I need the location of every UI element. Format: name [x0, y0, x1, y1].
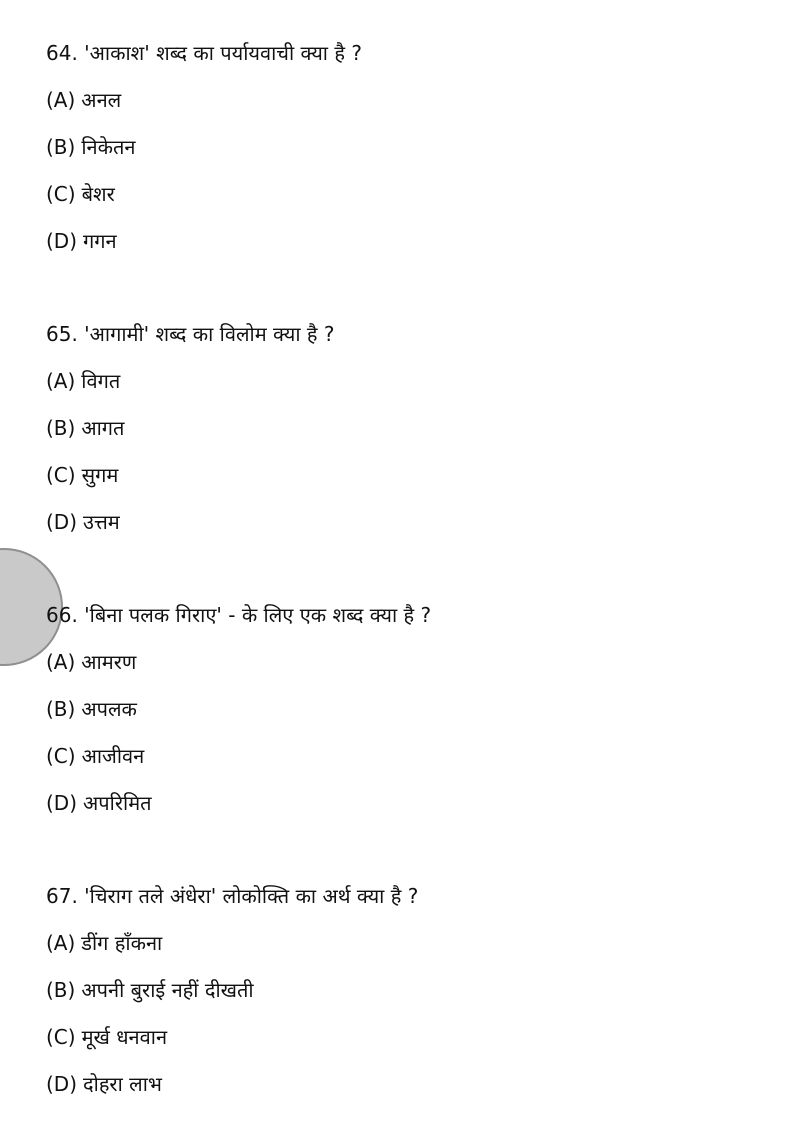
- question-text: 66. 'बिना पलक गिराए' - के लिए एक शब्द क्या है ?: [46, 603, 432, 627]
- option-letter: (B): [46, 416, 76, 440]
- option-letter: (C): [46, 1025, 76, 1049]
- options-list: [46, 85, 746, 256]
- question-66: [46, 600, 746, 835]
- option-d[interactable]: [46, 507, 746, 537]
- option-b[interactable]: [46, 975, 746, 1005]
- option-text: डींग हाँकना: [81, 931, 163, 955]
- option-text: अपलक: [81, 697, 137, 721]
- option-text: अपनी बुराई नहीं दीखती: [81, 978, 254, 1002]
- option-letter: (B): [46, 135, 76, 159]
- option-c[interactable]: [46, 1022, 746, 1052]
- option-letter: (C): [46, 182, 76, 206]
- option-text: सुगम: [81, 463, 119, 487]
- option-b[interactable]: [46, 694, 746, 724]
- question-64: [46, 38, 746, 273]
- option-d[interactable]: [46, 1069, 746, 1099]
- question-text: 64. 'आकाश' शब्द का पर्यायवाची क्या है ?: [46, 41, 362, 65]
- option-c[interactable]: [46, 460, 746, 490]
- option-text: अनल: [81, 88, 122, 112]
- option-a[interactable]: [46, 647, 746, 677]
- option-text: आमरण: [81, 650, 137, 674]
- option-letter: (A): [46, 931, 76, 955]
- option-letter: (A): [46, 88, 76, 112]
- option-letter: (B): [46, 978, 76, 1002]
- option-letter: (C): [46, 463, 76, 487]
- option-letter: (C): [46, 744, 76, 768]
- question-text: 67. 'चिराग तले अंधेरा' लोकोक्ति का अर्थ क्या है ?: [46, 884, 419, 908]
- option-letter: (D): [46, 1072, 78, 1096]
- question-text: 65. 'आगामी' शब्द का विलोम क्या है ?: [46, 322, 335, 346]
- option-text: अपरिमित: [83, 791, 152, 815]
- options-list: [46, 366, 746, 537]
- question-65: [46, 319, 746, 554]
- question-67: [46, 881, 746, 1116]
- option-letter: (D): [46, 791, 78, 815]
- option-letter: (D): [46, 510, 78, 534]
- option-c[interactable]: [46, 179, 746, 209]
- option-a[interactable]: [46, 928, 746, 958]
- option-letter: (A): [46, 650, 76, 674]
- options-list: [46, 928, 746, 1099]
- option-text: मूर्ख धनवान: [81, 1025, 168, 1049]
- option-d[interactable]: [46, 788, 746, 818]
- option-a[interactable]: [46, 85, 746, 115]
- option-text: आजीवन: [81, 744, 145, 768]
- option-text: निकेतन: [81, 135, 136, 159]
- options-list: [46, 647, 746, 818]
- option-letter: (A): [46, 369, 76, 393]
- option-letter: (B): [46, 697, 76, 721]
- option-text: विगत: [81, 369, 121, 393]
- option-text: आगत: [81, 416, 125, 440]
- option-letter: (D): [46, 229, 78, 253]
- option-text: गगन: [83, 229, 117, 253]
- option-c[interactable]: [46, 741, 746, 771]
- option-b[interactable]: [46, 413, 746, 443]
- option-text: दोहरा लाभ: [83, 1072, 162, 1096]
- option-b[interactable]: [46, 132, 746, 162]
- option-text: उत्तम: [83, 510, 120, 534]
- option-text: बेशर: [81, 182, 115, 206]
- option-a[interactable]: [46, 366, 746, 396]
- option-d[interactable]: [46, 226, 746, 256]
